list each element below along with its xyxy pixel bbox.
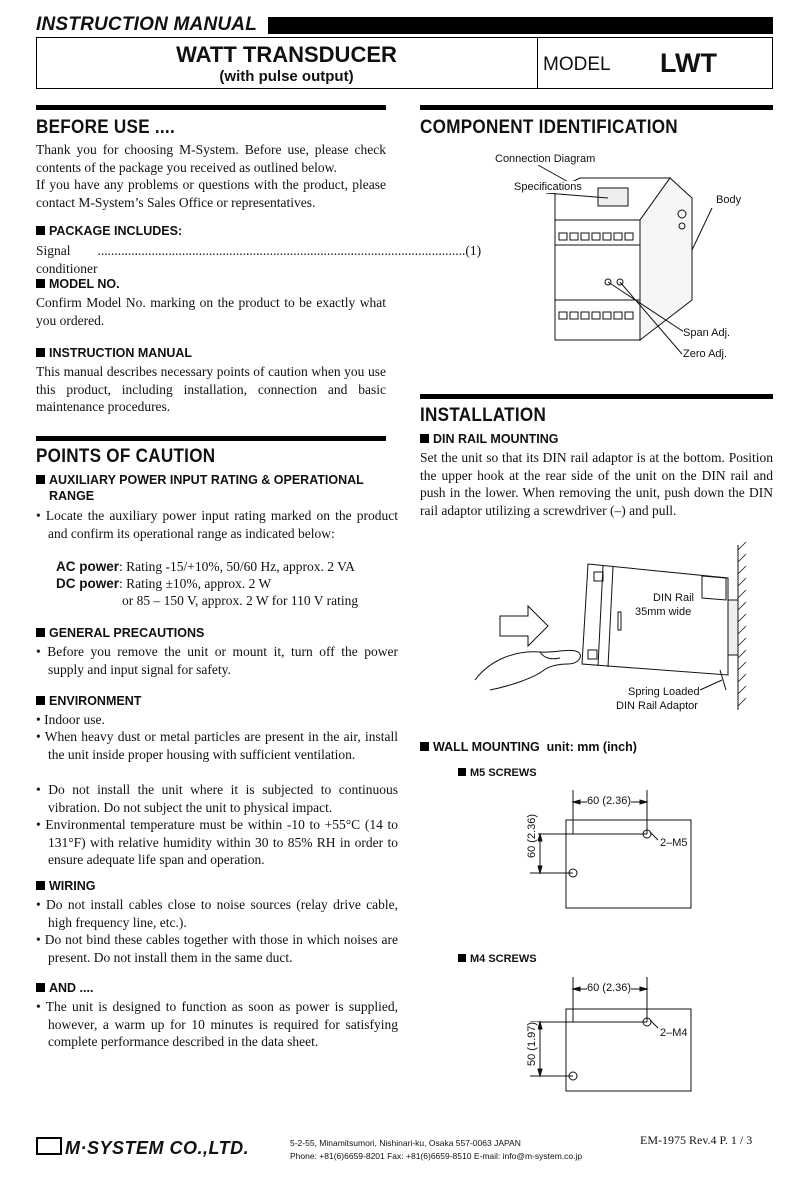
label-zero-adj: Zero Adj. (683, 348, 728, 360)
m4-width-dim: 60 (2.36) (587, 982, 632, 994)
din-rail-text: Set the unit so that its DIN rail adaptor is at the bottom. Position the upper hook at the rear side of the unit on the DIN rail and push in the lower. When removing the unit, push down the DIN rail adaptor utilizing a screwdriver (–) and pull. (420, 450, 773, 518)
general-precautions-heading: GENERAL PRECAUTIONS (36, 626, 204, 640)
label-specifications: Specifications (514, 181, 582, 193)
m4-height-dim: 50 (1.97) (526, 1021, 538, 1066)
label-din-rail: DIN Rail (650, 592, 694, 604)
and-text: • The unit is designed to function as soon as power is supplied, however, a warm up for 10 minutes is required for satisfying complete performance described in the data sheet. (36, 999, 398, 1049)
din-rail-heading: DIN RAIL MOUNTING (420, 432, 558, 446)
label-din-rail-adaptor: DIN Rail Adaptor (616, 700, 698, 712)
wiring-item: • Do not install cables close to noise sources (relay drive cable, high frequency line, etc.). (36, 897, 398, 930)
wall-unit: unit: mm (inch) (546, 740, 637, 754)
company-address (290, 1137, 582, 1163)
instruction-manual-text: This manual describes necessary points of caution when you use this product, including installation, connection and basic maintenance procedures. (36, 364, 386, 414)
product-title: WATT TRANSDUCER (176, 42, 397, 67)
m5-drawing (530, 790, 730, 910)
general-precautions-text: • Before you remove the unit or mount it, turn off the power supply and input signal for safety. (36, 644, 398, 677)
wiring-item: • Do not bind these cables together with those in which noises are present. Do not install them in the same duct. (36, 932, 399, 965)
company-logo: M·SYSTEM CO.,LTD. (36, 1137, 249, 1159)
wall-mounting-heading: WALL MOUNTING unit: mm (inch) (420, 740, 637, 754)
installation-heading: INSTALLATION (420, 405, 547, 426)
section-bar (420, 394, 773, 399)
model-label: MODEL (543, 54, 611, 75)
package-qty: (1) (465, 243, 482, 258)
before-use-intro: Thank you for choosing M-System. Before use, please check contents of the package you received as outlined below. (36, 142, 386, 175)
section-bar (36, 436, 386, 441)
package-line: Signal conditioner ............................................................................................................. (1) (36, 243, 482, 276)
m5-heading: M5 SCREWS (458, 767, 537, 779)
m5-width-dim: 60 (2.36) (587, 795, 632, 807)
package-item: Signal conditioner (36, 243, 98, 276)
header-bar (268, 17, 773, 34)
dc-power-line-2: or 85 – 150 V, approx. 2 W for 110 V rating (122, 593, 359, 608)
model-no-text: Confirm Model No. marking on the product to be exactly what you ordered. (36, 295, 386, 328)
environment-heading: ENVIRONMENT (36, 694, 141, 708)
component-heading: COMPONENT IDENTIFICATION (420, 117, 678, 138)
address-line: 5-2-55, Minamitsumori, Nishinari-ku, Osaka 557-0063 JAPAN (290, 1138, 521, 1148)
m4-heading: M4 SCREWS (458, 953, 537, 965)
instruction-manual-heading: INSTRUCTION MANUAL (36, 346, 192, 360)
model-code: LWT (660, 48, 717, 78)
din-rail-diagram (470, 540, 770, 720)
manual-label: INSTRUCTION MANUAL (36, 14, 258, 35)
ac-power-line: AC power: Rating -15/+10%, 50/60 Hz, approx. 2 VA (56, 559, 355, 574)
m4-holes: 2–M4 (660, 1027, 688, 1039)
contact-line: Phone: +81(6)6659-8201 Fax: +81(6)6659-8510 E-mail: info@m-system.co.jp (290, 1151, 583, 1161)
label-body: Body (716, 194, 742, 206)
wiring-heading: WIRING (36, 879, 96, 893)
environment-item: • Environmental temperature must be within -10 to +55°C (14 to 131°F) with relative humidity within 30 to 85% RH in order to ensure adequate life span and operation. (36, 817, 398, 867)
aux-power-heading: AUXILIARY POWER INPUT RATING & OPERATIONAL (36, 473, 364, 487)
label-connection-diagram: Connection Diagram (495, 153, 596, 165)
environment-item: • When heavy dust or metal particles are present in the air, install the unit inside proper housing with sufficient ventilation. (36, 729, 399, 762)
m5-holes: 2–M5 (660, 837, 688, 849)
section-bar (36, 105, 386, 110)
and-heading: AND .... (36, 981, 93, 995)
label-din-rail-width: 35mm wide (635, 606, 692, 618)
dc-power-line: DC power: Rating ±10%, approx. 2 W (56, 576, 272, 591)
package-heading: PACKAGE INCLUDES: (36, 224, 182, 238)
caution-heading: POINTS OF CAUTION (36, 446, 216, 467)
title-divider (537, 37, 538, 89)
before-use-intro2: If you have any problems or questions with the product, please contact M-System’s Sales Office or representatives. (36, 177, 386, 210)
aux-power-text: • Locate the auxiliary power input rating marked on the product and confirm its operational range as indicated below: (36, 508, 398, 541)
aux-power-heading-2: RANGE (49, 489, 95, 503)
model-no-heading: MODEL NO. (36, 277, 120, 291)
m5-height-dim: 60 (2.36) (526, 813, 538, 858)
before-use-heading: BEFORE USE .... (36, 117, 175, 138)
section-bar (420, 105, 773, 110)
label-spring-loaded: Spring Loaded (628, 686, 700, 698)
logo-mark-icon (36, 1137, 62, 1155)
environment-item: • Indoor use. (36, 712, 105, 727)
product-subtitle: (with pulse output) (219, 68, 354, 85)
m4-drawing (530, 977, 730, 1097)
environment-item: • Do not install the unit where it is subjected to continuous vibration. Do not subject the unit to physical impact. (36, 782, 398, 815)
label-span-adj: Span Adj. (683, 327, 731, 339)
document-number: EM-1975 Rev.4 P. 1 / 3 (640, 1133, 753, 1147)
